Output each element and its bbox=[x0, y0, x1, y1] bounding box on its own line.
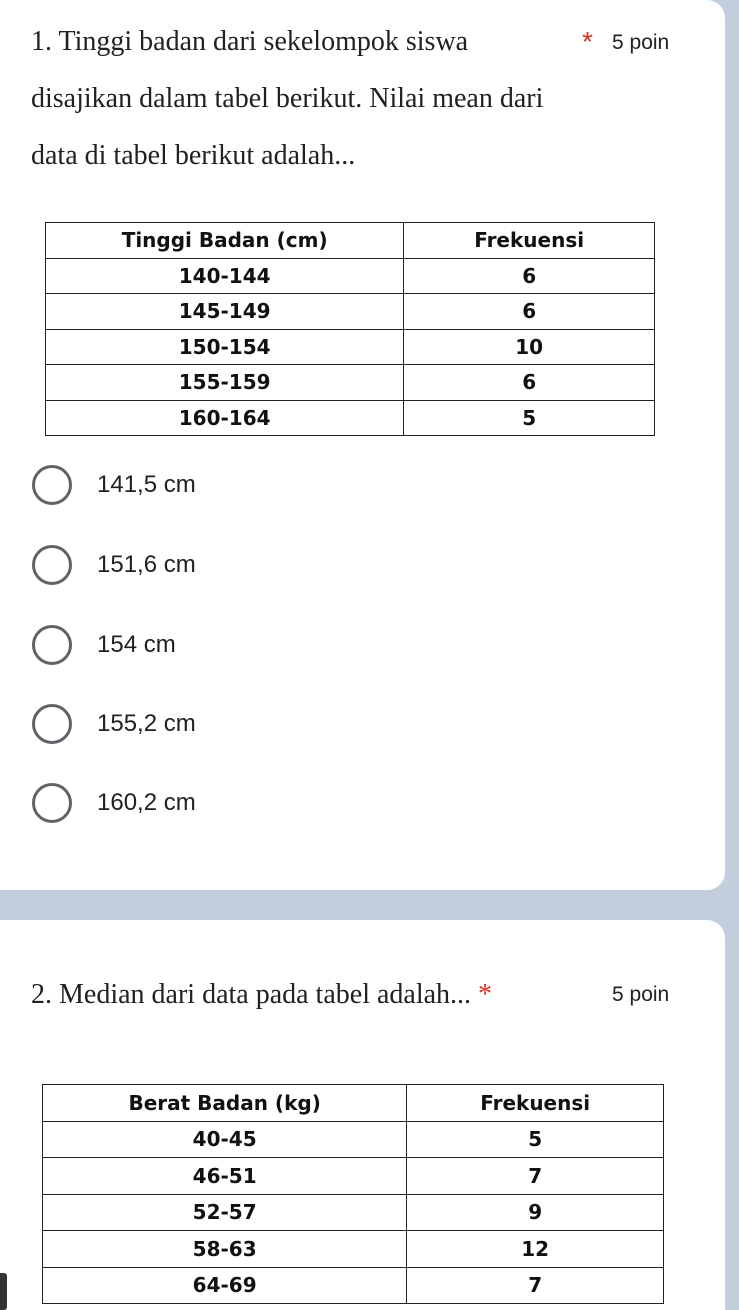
scroll-indicator[interactable] bbox=[0, 1273, 7, 1310]
option-3[interactable] bbox=[32, 625, 176, 665]
option-label: 151,6 cm bbox=[97, 551, 196, 578]
table-cell: 9 bbox=[407, 1194, 664, 1231]
radio-button[interactable] bbox=[32, 545, 72, 585]
option-5[interactable] bbox=[32, 783, 196, 823]
option-4[interactable] bbox=[32, 704, 196, 744]
radio-button[interactable] bbox=[32, 783, 72, 823]
table-header: Frekuensi bbox=[407, 1085, 664, 1122]
table-cell: 140-144 bbox=[46, 258, 404, 294]
table-cell: 5 bbox=[404, 400, 655, 436]
table-row bbox=[46, 329, 655, 365]
table-cell: 64-69 bbox=[43, 1267, 407, 1304]
table-cell: 7 bbox=[407, 1158, 664, 1195]
required-asterisk: * bbox=[582, 26, 593, 57]
question-card-2 bbox=[0, 920, 725, 1310]
table-cell: 155-159 bbox=[46, 365, 404, 401]
question-1-title: 1. Tinggi badan dari sekelompok siswa disajikan dalam tabel berikut. Nilai mean dari data di tabel berikut adalah... bbox=[31, 26, 544, 171]
table-cell: 58-63 bbox=[43, 1231, 407, 1268]
table-cell: 145-149 bbox=[46, 294, 404, 330]
radio-button[interactable] bbox=[32, 625, 72, 665]
table-row bbox=[43, 1267, 664, 1304]
question-2-text: 2. Median dari data pada tabel adalah... bbox=[31, 979, 472, 1010]
required-asterisk: * bbox=[478, 979, 493, 1010]
table-header-row bbox=[46, 223, 655, 259]
question-2-title bbox=[31, 966, 591, 1023]
question-1-points: 5 poin bbox=[612, 31, 670, 54]
option-label: 154 cm bbox=[97, 631, 176, 658]
table-cell: 40-45 bbox=[43, 1121, 407, 1158]
table-cell: 6 bbox=[404, 365, 655, 401]
table-cell: 5 bbox=[407, 1121, 664, 1158]
height-frequency-table bbox=[45, 222, 655, 436]
table-row bbox=[43, 1158, 664, 1195]
table-cell: 160-164 bbox=[46, 400, 404, 436]
weight-frequency-table bbox=[42, 1084, 664, 1304]
table-cell: 6 bbox=[404, 294, 655, 330]
table-cell: 6 bbox=[404, 258, 655, 294]
table-header: Frekuensi bbox=[404, 223, 655, 259]
option-2[interactable] bbox=[32, 545, 196, 585]
table-cell: 12 bbox=[407, 1231, 664, 1268]
option-label: 141,5 cm bbox=[97, 471, 196, 498]
table-row bbox=[46, 294, 655, 330]
option-1[interactable] bbox=[32, 465, 196, 505]
table-cell: 52-57 bbox=[43, 1194, 407, 1231]
table-cell: 150-154 bbox=[46, 329, 404, 365]
option-label: 160,2 cm bbox=[97, 789, 196, 816]
table-row bbox=[46, 258, 655, 294]
table-header: Berat Badan (kg) bbox=[43, 1085, 407, 1122]
table-cell: 10 bbox=[404, 329, 655, 365]
table-row bbox=[46, 365, 655, 401]
table-header: Tinggi Badan (cm) bbox=[46, 223, 404, 259]
option-label: 155,2 cm bbox=[97, 710, 196, 737]
table-row bbox=[46, 400, 655, 436]
table-cell: 7 bbox=[407, 1267, 664, 1304]
table-row bbox=[43, 1121, 664, 1158]
table-cell: 46-51 bbox=[43, 1158, 407, 1195]
question-2-points: 5 poin bbox=[612, 983, 670, 1006]
radio-button[interactable] bbox=[32, 704, 72, 744]
table-row bbox=[43, 1194, 664, 1231]
radio-button[interactable] bbox=[32, 465, 72, 505]
table-row bbox=[43, 1231, 664, 1268]
table-header-row bbox=[43, 1085, 664, 1122]
